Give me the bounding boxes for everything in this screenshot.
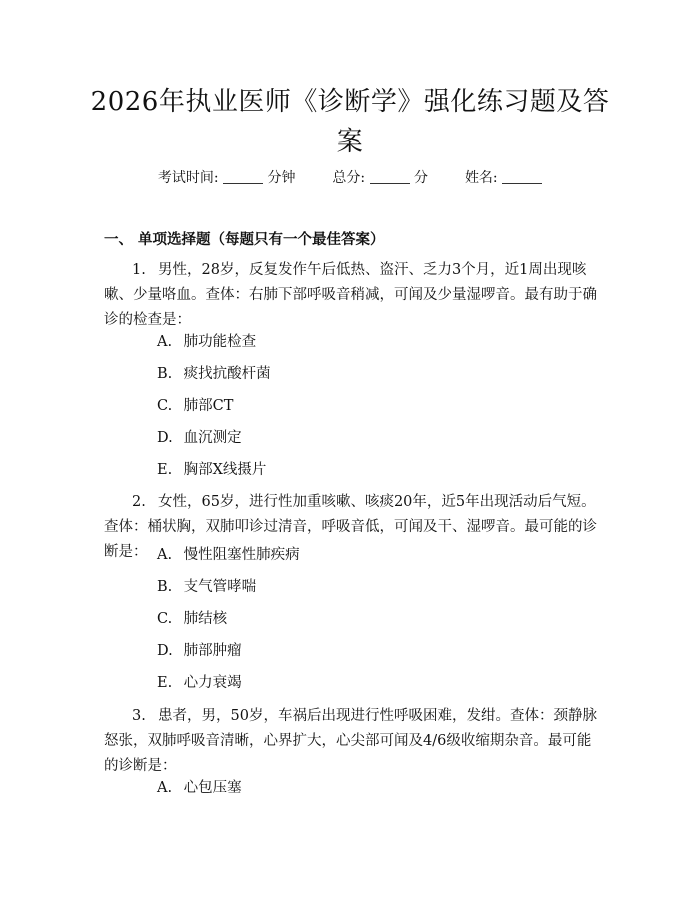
option-2b: B. 支气管哮喘 <box>157 579 257 595</box>
exam-meta-line <box>0 168 700 188</box>
question-number: 2. <box>132 494 146 510</box>
option-1b: B. 痰找抗酸杆菌 <box>157 366 271 382</box>
option-2a: A. 慢性阻塞性肺疾病 <box>157 547 300 563</box>
time-blank <box>223 169 263 184</box>
question-number: 3. <box>132 708 146 724</box>
time-label: 考试时间: <box>157 170 219 186</box>
question-text: 患者，男，50岁，车祸后出现进行性呼吸困难，发绀。查体：颈静脉怒张，双肺呼吸音清晰，心界扩大，心尖部可闻及4/6级收缩期杂音。最可能的诊断是： <box>104 708 597 774</box>
question-3 <box>104 704 600 779</box>
option-2d: D. 肺部肿瘤 <box>157 643 242 659</box>
time-unit: 分钟 <box>267 170 296 186</box>
name-label: 姓名: <box>464 170 498 186</box>
option-2c: C. 肺结核 <box>157 611 228 627</box>
option-3a: A. 心包压塞 <box>157 780 242 796</box>
option-1e: E. 胸部X线摄片 <box>157 462 267 478</box>
document-title: 2026年执业医师《诊断学》强化练习题及答案 <box>90 87 610 157</box>
question-1 <box>104 258 600 333</box>
option-1d: D. 血沉测定 <box>157 430 242 446</box>
option-2e: E. 心力衰竭 <box>157 675 242 691</box>
question-text: 男性，28岁，反复发作午后低热、盗汗、乏力3个月，近1周出现咳嗽、少量咯血。查体：右肺下部呼吸音稍减，可闻及少量湿啰音。最有助于确诊的检查是： <box>104 262 597 328</box>
option-1a: A. 肺功能检查 <box>157 334 257 350</box>
question-number: 1. <box>132 262 146 278</box>
question-text: 女性，65岁，进行性加重咳嗽、咳痰20年，近5年出现活动后气短。查体：桶状胸，双肺叩诊过清音，呼吸音低，可闻及干、湿啰音。最可能的诊断是： <box>104 494 597 560</box>
name-blank <box>502 169 542 184</box>
score-blank <box>370 169 410 184</box>
option-1c: C. 肺部CT <box>157 398 234 414</box>
score-label: 总分: <box>332 170 366 186</box>
score-unit: 分 <box>414 170 429 186</box>
section-title: 一、 单项选择题（每题只有一个最佳答案） <box>104 232 385 248</box>
